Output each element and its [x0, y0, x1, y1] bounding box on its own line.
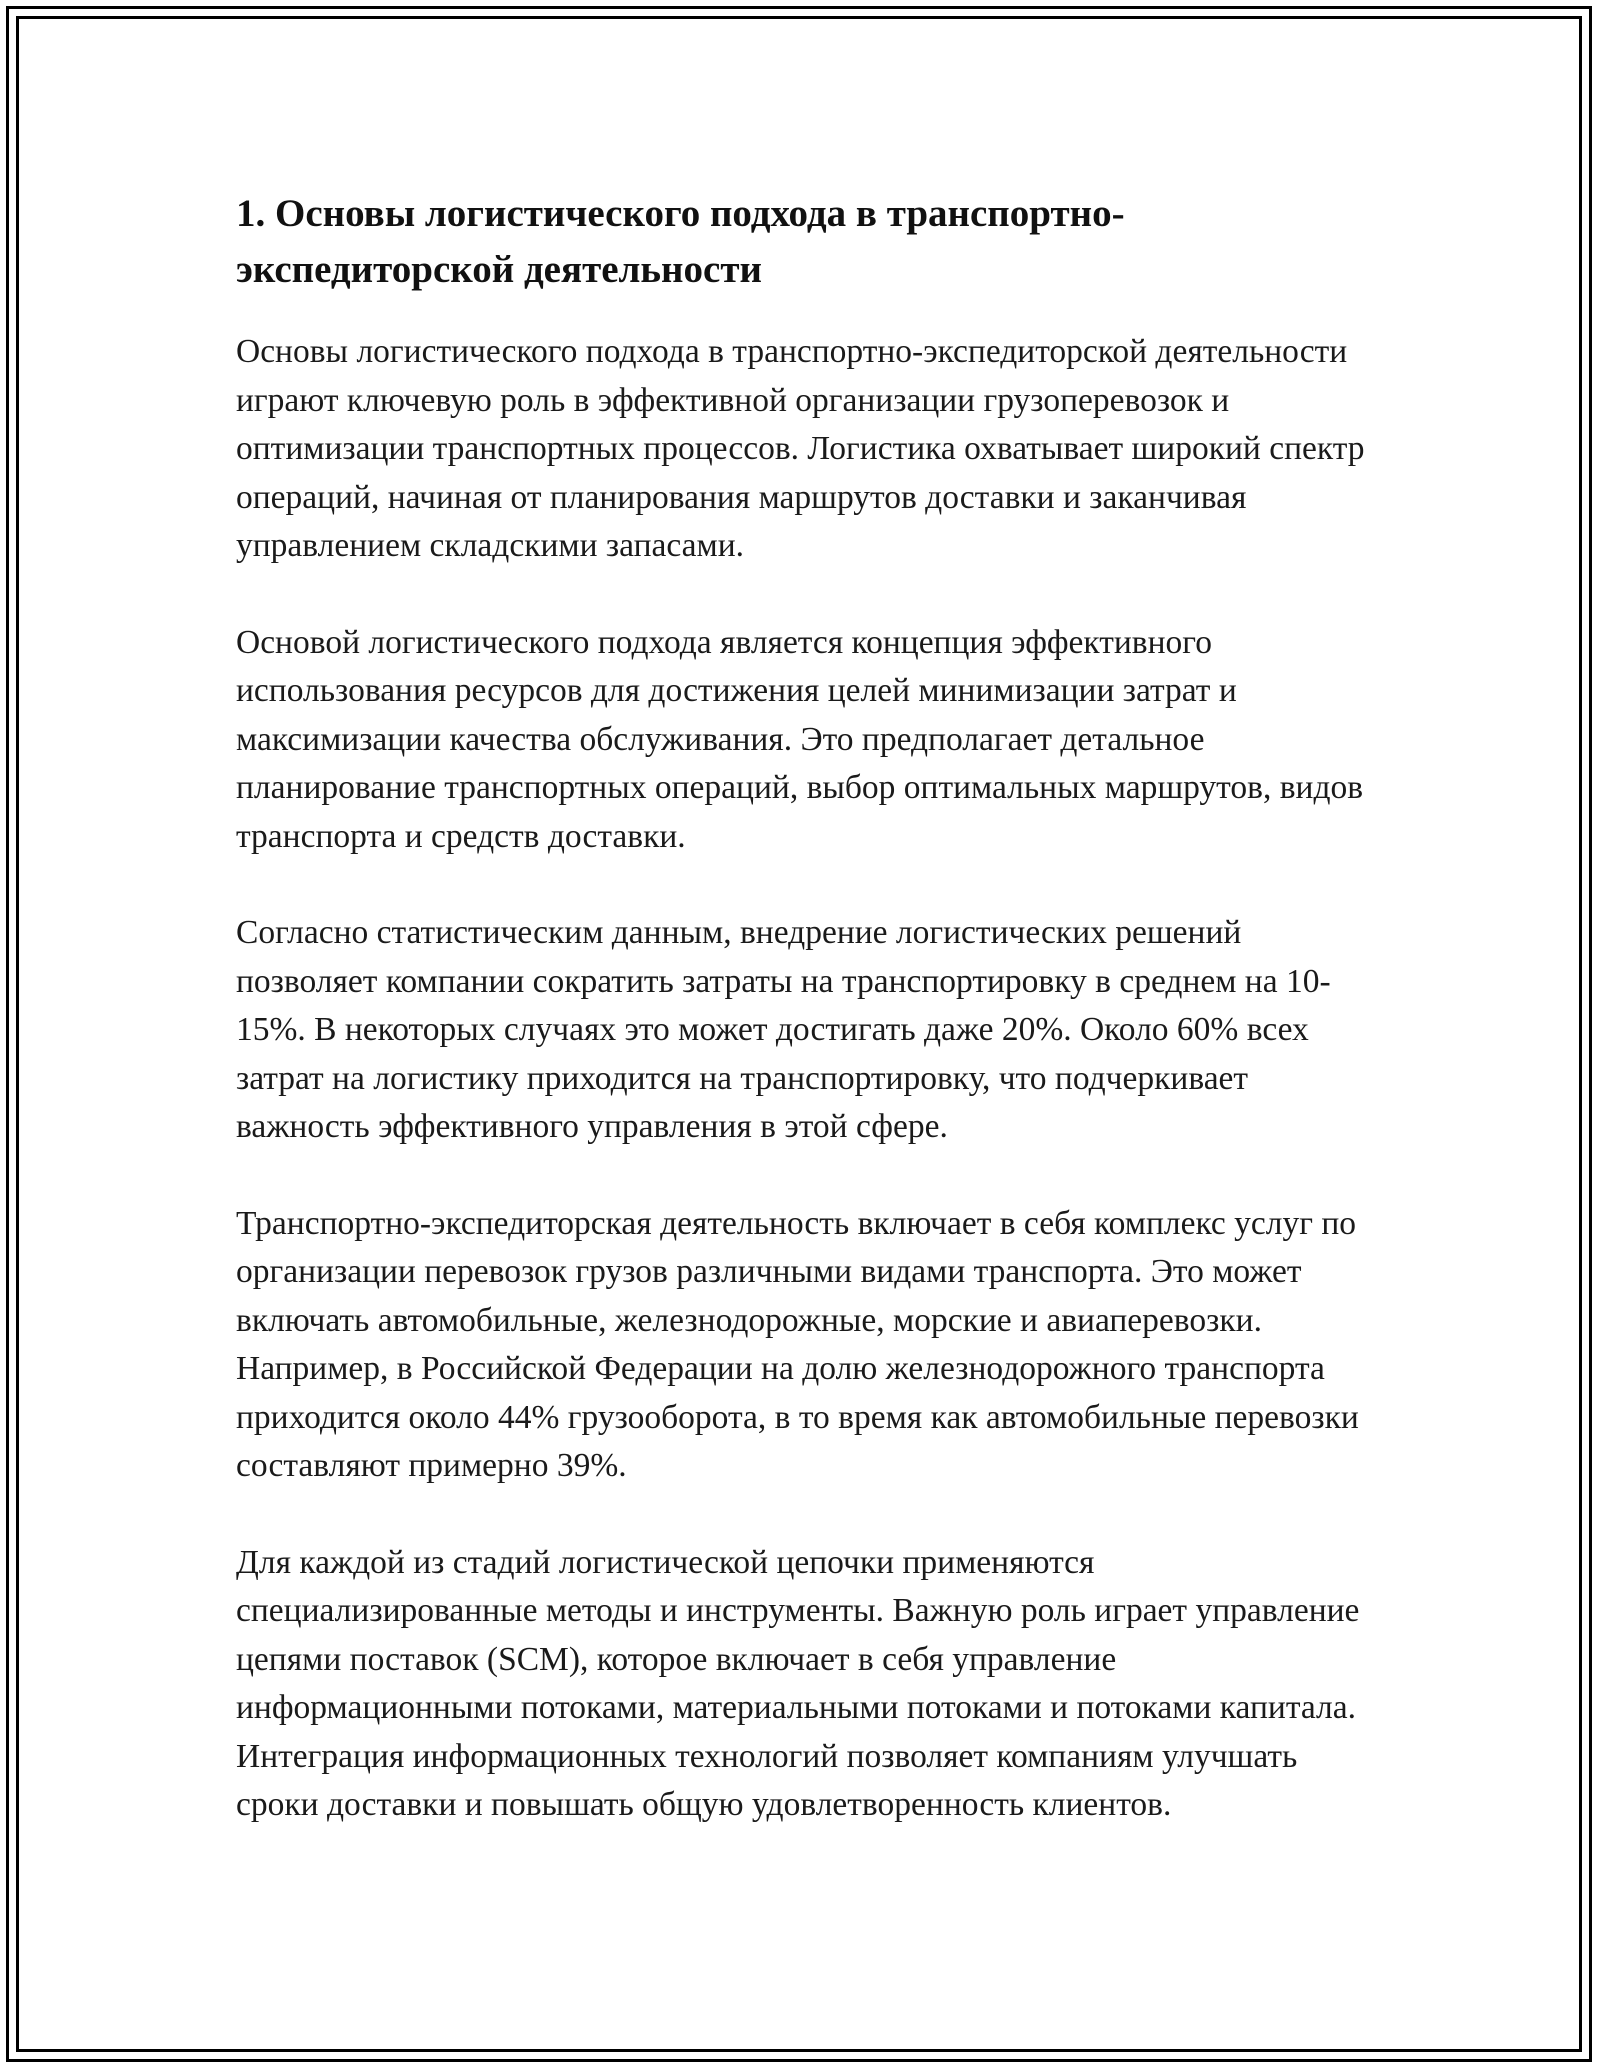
paragraph-statistics: Согласно статистическим данным, внедрение логистических решений позволяет компании сократить затраты на транспортировку в среднем на 10-15%. В некоторых случаях это может достигать даже 20%. Около 60% всех затрат на логистику приходится на транспортировку, что подчеркивает важность эффективного управления в этой сфере.	[236, 914, 1331, 1145]
section-heading: 1. Основы логистического подхода в транспортно-экспедиторской деятельности	[236, 192, 1125, 291]
paragraph-resources: Основой логистического подхода является концепция эффективного использования ресурсов для достижения целей минимизации затрат и максимизации качества обслуживания. Это предполагает детальное планирование транспортных операций, выбор оптимальных маршрутов, видов транспорта и средств доставки.	[236, 623, 1364, 855]
paragraph-intro: Основы логистического подхода в транспортно-экспедиторской деятельности играют ключевую роль в эффективной организации грузоперевозок и оптимизации транспортных процессов. Логистика охватывает широкий спектр операций, начиная от планирования маршрутов доставки и заканчивая управлением складскими запасами.	[236, 333, 1365, 564]
paragraph-transport-types: Транспортно-экспедиторская деятельность включает в себя комплекс услуг по организации перевозок грузов различными видами транспорта. Это может включать автомобильные, железнодорожные, морские и авиаперевозки. Например, в Российской Федерации на долю железнодорожного транспорта приходится около 44% грузооборота, в то время как автомобильные перевозки составляют примерно 39%.	[236, 1204, 1359, 1484]
paragraph-scm: Для каждой из стадий логистической цепочки применяются специализированные методы и инструменты. Важную роль играет управление цепями поставок (SCM), которое включает в себя управление информационными потоками, материальными потоками и потоками капитала. Интеграция информационных технологий позволяет компаниям улучшать сроки доставки и повышать общую удовлетворенность клиентов.	[236, 1543, 1360, 1823]
document-body	[236, 186, 1376, 1878]
